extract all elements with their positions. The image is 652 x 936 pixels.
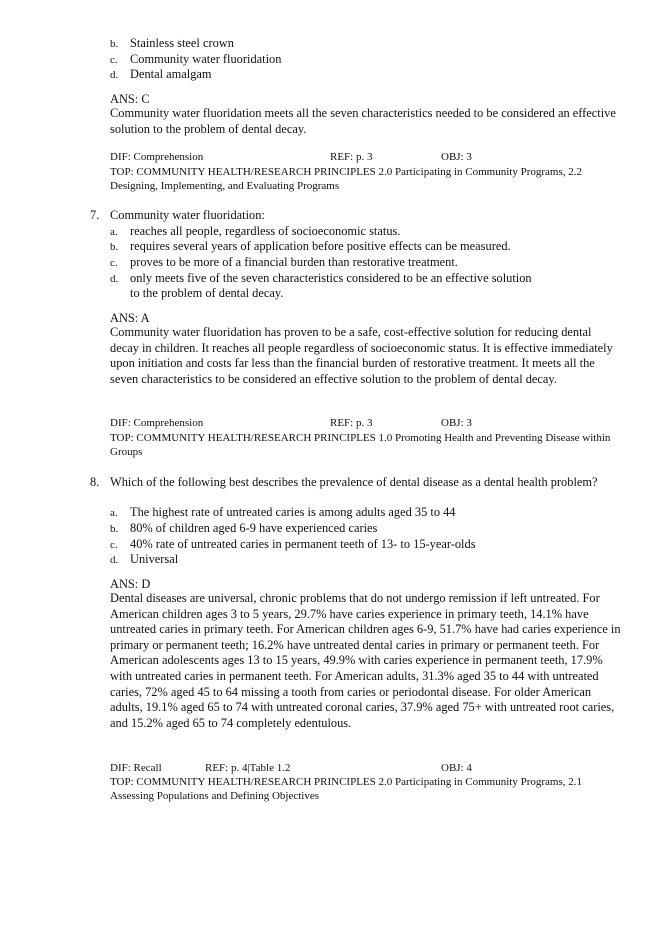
option-letter: a.: [110, 507, 118, 519]
option-text: Stainless steel crown: [130, 36, 234, 50]
option-text: Universal: [130, 552, 179, 566]
q8-option-d: [110, 552, 178, 569]
q7-number: 7.: [90, 208, 100, 222]
q6-objective: OBJ: 3: [441, 151, 472, 163]
q6-answer: ANS: C: [110, 92, 150, 106]
q7-difficulty: DIF: Comprehension: [110, 417, 204, 429]
option-letter: d.: [110, 554, 119, 566]
q6-rationale: Community water fluoridation meets all the seven characteristics needed to be considered an effective solution to the problem of dental decay.: [110, 106, 616, 136]
option-text: proves to be more of a financial burden than restorative treatment.: [130, 255, 458, 269]
q8-number: 8.: [90, 475, 100, 489]
q8-difficulty: DIF: Recall: [110, 762, 162, 774]
q7-option-c: [110, 255, 458, 272]
option-letter: c.: [110, 54, 118, 66]
option-text: only meets five of the seven characteristics considered to be an effective solution: [130, 271, 532, 285]
option-letter: b.: [110, 38, 119, 50]
q6-option-d: [110, 67, 212, 84]
q8-rationale: Dental diseases are universal, chronic problems that do not undergo remission if left untreated. For American children ages 3 to 5 years, 29.7% have caries experience in primary teeth, 14.1% have untreated caries in primary teeth. For American children ages 6-9, 51.7% have had caries experience in primary or permanent teeth; 16.2% have untreated dental caries in primary or permanent teeth. For American adolescents ages 13 to 15 years, 49.9% with caries experience in permanent teeth, 17.9% with untreated caries in permanent teeth. For American adults, 31.3% aged 35 to 44 with untreated caries, 72% aged 45 to 64 missing a tooth from caries or periodontal disease. For older American adults, 19.1% aged 65 to 74 with untreated coronal caries, 37.9% aged 75+ with untreated root caries, and 15.2% aged 65 to 74 completely edentulous.: [110, 591, 621, 730]
option-text: to the problem of dental decay.: [130, 286, 284, 300]
q7-question: Community water fluoridation:: [110, 208, 265, 222]
option-text: 80% of children aged 6-9 have experienced caries: [130, 521, 378, 535]
option-text: Dental amalgam: [130, 67, 212, 81]
option-text: Community water fluoridation: [130, 52, 282, 66]
option-letter: b.: [110, 523, 119, 535]
q8-option-a: [110, 505, 456, 522]
option-text: reaches all people, regardless of socioeconomic status.: [130, 224, 401, 238]
q6-topic: TOP: COMMUNITY HEALTH/RESEARCH PRINCIPLES 2.0 Participating in Community Programs, 2.2 Designing, Implementing, and Evaluating Programs: [110, 166, 583, 192]
q8-answer: ANS: D: [110, 577, 151, 591]
option-letter: a.: [110, 226, 118, 238]
option-text: The highest rate of untreated caries is among adults aged 35 to 44: [130, 505, 456, 519]
q8-question: Which of the following best describes the prevalence of dental disease as a dental health problem?: [110, 475, 598, 489]
q7-topic: TOP: COMMUNITY HEALTH/RESEARCH PRINCIPLES 1.0 Promoting Health and Preventing Disease within Groups: [110, 432, 611, 458]
option-letter: d.: [110, 273, 119, 285]
option-letter: c.: [110, 539, 118, 551]
option-letter: d.: [110, 69, 119, 81]
q7-rationale: Community water fluoridation has proven to be a safe, cost-effective solution for reducing dental decay in children. It reaches all people regardless of socioeconomic status. It is effective immediately upon initiation and costs far less than the financial burden of restorative treatment. It meets all the seven characteristics to be considered an effective solution to the problem of dental decay.: [110, 325, 613, 386]
q6-difficulty: DIF: Comprehension: [110, 151, 204, 163]
q7-objective: OBJ: 3: [441, 417, 472, 429]
q7-option-d-continued: [110, 286, 283, 302]
q7-option-b: [110, 239, 511, 256]
q7-reference: REF: p. 3: [330, 417, 373, 429]
q6-option-b: [110, 36, 234, 53]
option-text: 40% rate of untreated caries in permanent teeth of 13- to 15-year-olds: [130, 537, 476, 551]
q6-reference: REF: p. 3: [330, 151, 373, 163]
q7-answer: ANS: A: [110, 311, 150, 325]
option-letter: c.: [110, 257, 118, 269]
q8-option-b: [110, 521, 377, 538]
option-text: requires several years of application before positive effects can be measured.: [130, 239, 511, 253]
q8-reference: REF: p. 4|Table 1.2: [205, 762, 291, 774]
option-letter: b.: [110, 241, 119, 253]
q8-objective: OBJ: 4: [441, 762, 472, 774]
q8-topic: TOP: COMMUNITY HEALTH/RESEARCH PRINCIPLES 2.0 Participating in Community Programs, 2.1 Assessing Populations and Defining Objectives: [110, 776, 583, 802]
